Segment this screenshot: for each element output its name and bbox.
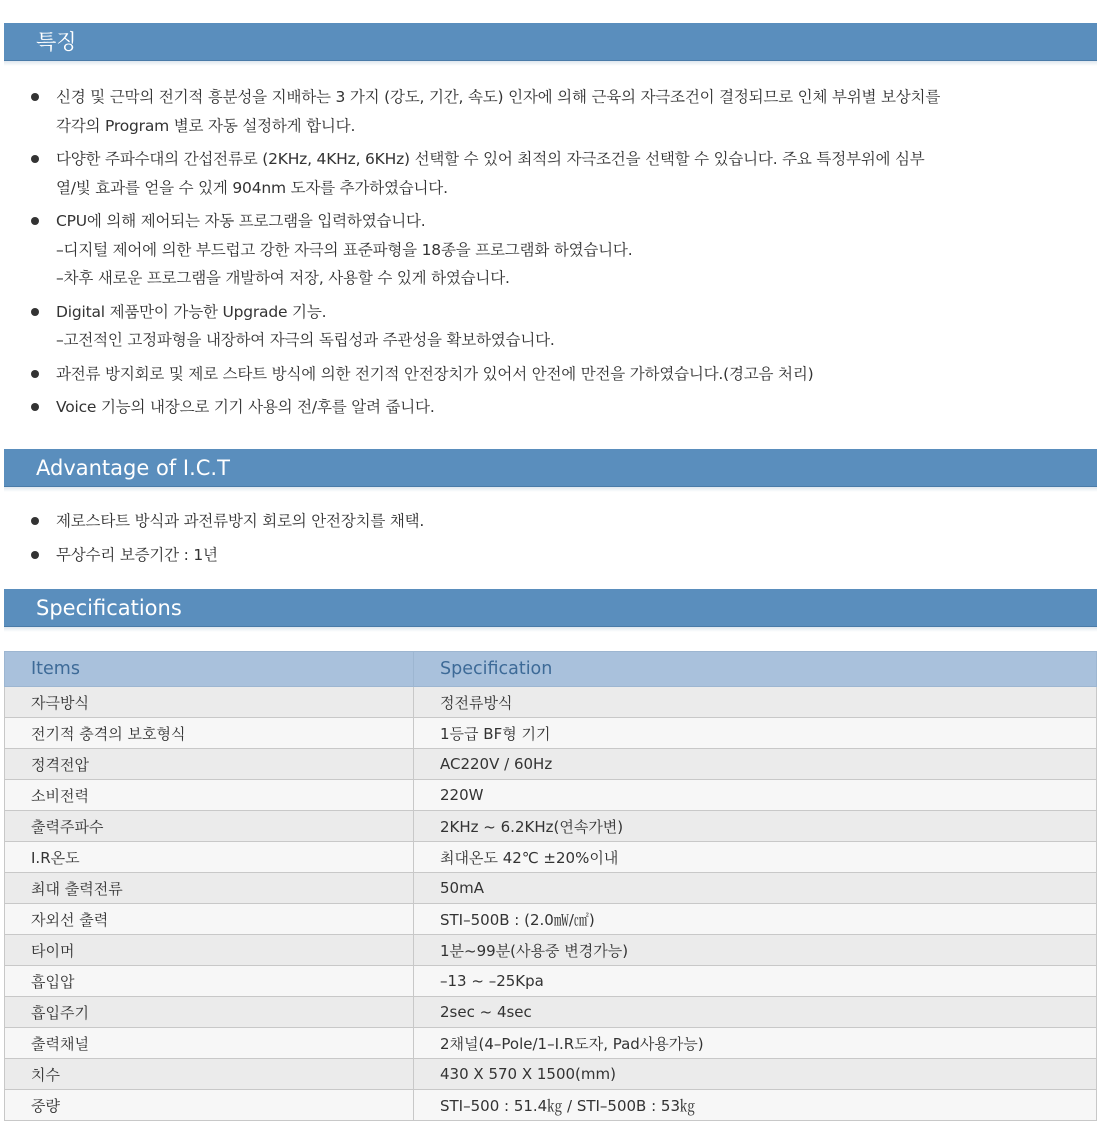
specification-cell: 1등급 BF형 기기 <box>414 718 1097 749</box>
item-cell: 출력주파수 <box>5 811 414 842</box>
advantage-item <box>28 507 1093 536</box>
specification-cell: 2KHz ~ 6.2KHz(연속가변) <box>414 811 1097 842</box>
item-cell: I.R온도 <box>5 842 414 873</box>
table-header-row <box>5 652 1097 687</box>
features-section-header <box>4 23 1097 61</box>
specifications-section-header <box>4 589 1097 627</box>
table-row <box>5 935 1097 966</box>
bullet-icon <box>31 551 39 559</box>
bullet-text-line: 신경 및 근막의 전기적 흥분성을 지배하는 3 가지 (강도, 기간, 속도) 인자에 의해 근육의 자극조건이 결정되므로 인체 부위별 보상치를 <box>56 88 941 106</box>
bullet-icon <box>31 403 39 411</box>
specification-cell: 220W <box>414 780 1097 811</box>
table-row <box>5 966 1097 997</box>
specification-cell: STI–500 : 51.4㎏ / STI–500B : 53㎏ <box>414 1090 1097 1121</box>
item-cell: 자외선 출력 <box>5 904 414 935</box>
table-row <box>5 780 1097 811</box>
bullet-text-line: 과전류 방지회로 및 제로 스타트 방식에 의한 전기적 안전장치가 있어서 안전에 만전을 가하였습니다.(경고음 처리) <box>56 364 814 383</box>
item-cell: 소비전력 <box>5 780 414 811</box>
bullet-icon <box>31 308 39 316</box>
specification-cell: 50mA <box>414 873 1097 904</box>
bullet-text-line: –차후 새로운 프로그램을 개발하여 저장, 사용할 수 있게 하였습니다. <box>56 269 510 287</box>
feature-item <box>28 145 1093 202</box>
bullet-icon <box>31 155 39 163</box>
item-cell: 흡입압 <box>5 966 414 997</box>
bullet-text-line: 제로스타트 방식과 과전류방지 회로의 안전장치를 채택. <box>56 512 425 530</box>
bullet-text-line: 다양한 주파수대의 간섭전류로 (2KHz, 4KHz, 6KHz) 선택할 수 있어 최적의 자극조건을 선택할 수 있습니다. 주요 특정부위에 심부 <box>56 150 925 168</box>
specification-cell: AC220V / 60Hz <box>414 749 1097 780</box>
bullet-text-line: –디지털 제어에 의한 부드럽고 강한 자극의 표준파형을 18종을 프로그램화 하였습니다. <box>56 240 633 259</box>
bullet-text-line: Digital 제품만이 가능한 Upgrade 기능. <box>56 302 327 321</box>
item-cell: 타이머 <box>5 935 414 966</box>
specification-cell: 최대온도 42℃ ±20%이내 <box>414 842 1097 873</box>
feature-item <box>28 360 1093 389</box>
feature-item <box>28 393 1093 422</box>
bullet-icon <box>31 370 39 378</box>
specification-cell: –13 ~ –25Kpa <box>414 966 1097 997</box>
table-row <box>5 873 1097 904</box>
advantage-section-header <box>4 449 1097 487</box>
table-row <box>5 718 1097 749</box>
specifications-header-shadow <box>4 627 1097 632</box>
table-row <box>5 1059 1097 1090</box>
bullet-text-line: –고전적인 고정파형을 내장하여 자극의 독립성과 주관성을 확보하였습니다. <box>56 331 555 349</box>
bullet-text-line: 각각의 Program 별로 자동 설정하게 합니다. <box>56 116 356 135</box>
specification-cell: 2채널(4–Pole/1–I.R도자, Pad사용가능) <box>414 1028 1097 1059</box>
item-cell: 흡입주기 <box>5 997 414 1028</box>
item-cell: 최대 출력전류 <box>5 873 414 904</box>
specification-cell: 2sec ~ 4sec <box>414 997 1097 1028</box>
table-row <box>5 811 1097 842</box>
features-title: 특징 <box>36 30 77 54</box>
item-cell: 치수 <box>5 1059 414 1090</box>
specification-cell: 정전류방식 <box>414 687 1097 718</box>
table-row <box>5 1090 1097 1121</box>
specifications-title: Specifications <box>36 596 182 620</box>
bullet-icon <box>31 93 39 101</box>
bullet-text-line: CPU에 의해 제어되는 자동 프로그램을 입력하였습니다. <box>56 212 426 230</box>
specification-cell: 430 X 570 X 1500(mm) <box>414 1059 1097 1090</box>
specification-cell: STI–500B : (2.0㎽/㎠) <box>414 904 1097 935</box>
feature-item <box>28 83 1093 140</box>
bullet-icon <box>31 517 39 525</box>
advantage-header-shadow <box>4 487 1097 492</box>
item-cell: 정격전압 <box>5 749 414 780</box>
advantage-title: Advantage of I.C.T <box>36 456 230 480</box>
advantage-list <box>28 507 1093 574</box>
bullet-text-line: 무상수리 보증기간 : 1년 <box>56 545 218 564</box>
feature-item <box>28 207 1093 293</box>
item-cell: 전기적 충격의 보호형식 <box>5 718 414 749</box>
item-cell: 중량 <box>5 1090 414 1121</box>
features-header-shadow <box>4 61 1097 66</box>
table-row <box>5 1028 1097 1059</box>
advantage-item <box>28 541 1093 570</box>
specification-cell: 1분~99분(사용중 변경가능) <box>414 935 1097 966</box>
bullet-icon <box>31 217 39 225</box>
table-row <box>5 904 1097 935</box>
feature-item <box>28 298 1093 355</box>
specifications-table <box>4 651 1097 1121</box>
items-column-header: Items <box>5 652 414 687</box>
table-row <box>5 842 1097 873</box>
item-cell: 출력채널 <box>5 1028 414 1059</box>
specification-column-header: Specification <box>414 652 1097 687</box>
table-row <box>5 749 1097 780</box>
bullet-text-line: Voice 기능의 내장으로 기기 사용의 전/후를 알려 줍니다. <box>56 398 435 416</box>
features-list <box>28 83 1093 427</box>
item-cell: 자극방식 <box>5 687 414 718</box>
table-row <box>5 687 1097 718</box>
table-row <box>5 997 1097 1028</box>
bullet-text-line: 열/빛 효과를 얻을 수 있게 904nm 도자를 추가하였습니다. <box>56 178 448 197</box>
